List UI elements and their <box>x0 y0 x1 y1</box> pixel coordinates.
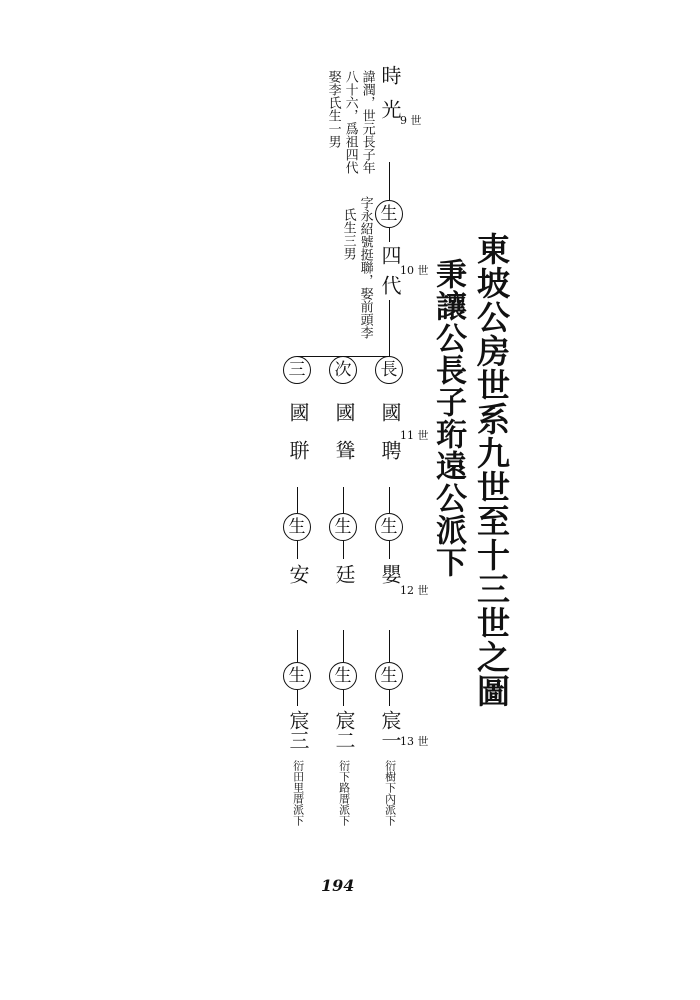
lineage-line <box>389 630 390 662</box>
relation-circle-gen13-first: 生 <box>375 662 403 690</box>
ancestor-name-gen12-second: 廷 <box>332 564 356 584</box>
lineage-line <box>297 541 298 559</box>
page-subtitle: 秉讓公長子珩遠公派下 <box>430 258 466 578</box>
relation-circle-gen13-third: 生 <box>283 662 311 690</box>
lineage-line <box>389 300 390 356</box>
ancestor-name-gen13-first: 宸一 <box>378 710 402 750</box>
relation-circle-eldest: 長 <box>375 356 403 384</box>
ancestor-note-gen9-col3: 娶李氏生一男 <box>325 70 341 148</box>
ancestor-name-gen12-first: 嬰 <box>378 564 402 584</box>
relation-circle-gen12-second: 生 <box>329 513 357 541</box>
lineage-line <box>297 487 298 513</box>
lineage-line <box>389 541 390 559</box>
relation-circle-third: 三 <box>283 356 311 384</box>
ancestor-name-gen11-third: 國聠 <box>286 402 310 478</box>
lineage-line <box>389 487 390 513</box>
lineage-line <box>343 541 344 559</box>
lineage-line <box>389 162 390 200</box>
lineage-line <box>389 690 390 706</box>
ancestor-name-gen13-third: 宸三 <box>286 710 310 750</box>
generation-label-13: 13 世 <box>400 735 429 748</box>
lineage-line <box>343 690 344 706</box>
lineage-line <box>343 630 344 662</box>
lineage-line <box>343 487 344 513</box>
ancestor-name-gen11-eldest: 國聘 <box>378 402 402 478</box>
relation-circle-gen13-second: 生 <box>329 662 357 690</box>
branch-note-gen13-first: 衍樹下內派下 <box>383 760 397 826</box>
ancestor-name-gen10: 四代 <box>378 245 402 305</box>
relation-circle-gen12-third: 生 <box>283 513 311 541</box>
ancestor-name-gen9: 時光 <box>378 65 402 133</box>
ancestor-name-gen12-third: 安 <box>286 564 310 584</box>
lineage-line <box>297 690 298 706</box>
generation-label-11: 11 世 <box>400 429 429 442</box>
relation-circle-second: 次 <box>329 356 357 384</box>
branch-note-gen13-third: 衍田里厝派下 <box>291 760 305 826</box>
ancestor-name-gen13-second: 宸二 <box>332 710 356 750</box>
lineage-line <box>389 228 390 242</box>
ancestor-note-gen9-col2: 八十六，爲祖四代 <box>342 70 358 174</box>
ancestor-note-gen10-col2: 氏生三男 <box>340 208 356 260</box>
generation-label-10: 10 世 <box>400 264 429 277</box>
relation-circle-gen12-first: 生 <box>375 513 403 541</box>
ancestor-note-gen9-col1: 諱潤，世元長子年 <box>359 70 375 174</box>
branch-note-gen13-second: 衍下路厝派下 <box>337 760 351 826</box>
page-title: 東坡公房世系九世至十三世之圖 <box>472 232 511 708</box>
lineage-line <box>297 630 298 662</box>
ancestor-note-gen10-col1: 字永紹號挺聯，娶前頭李 <box>357 196 373 339</box>
generation-label-12: 12 世 <box>400 584 429 597</box>
ancestor-name-gen11-second: 國聳 <box>332 402 356 478</box>
generation-label-9: 9 世 <box>400 114 422 127</box>
page-number: 194 <box>321 876 355 895</box>
relation-circle-gen10: 生 <box>375 200 403 228</box>
